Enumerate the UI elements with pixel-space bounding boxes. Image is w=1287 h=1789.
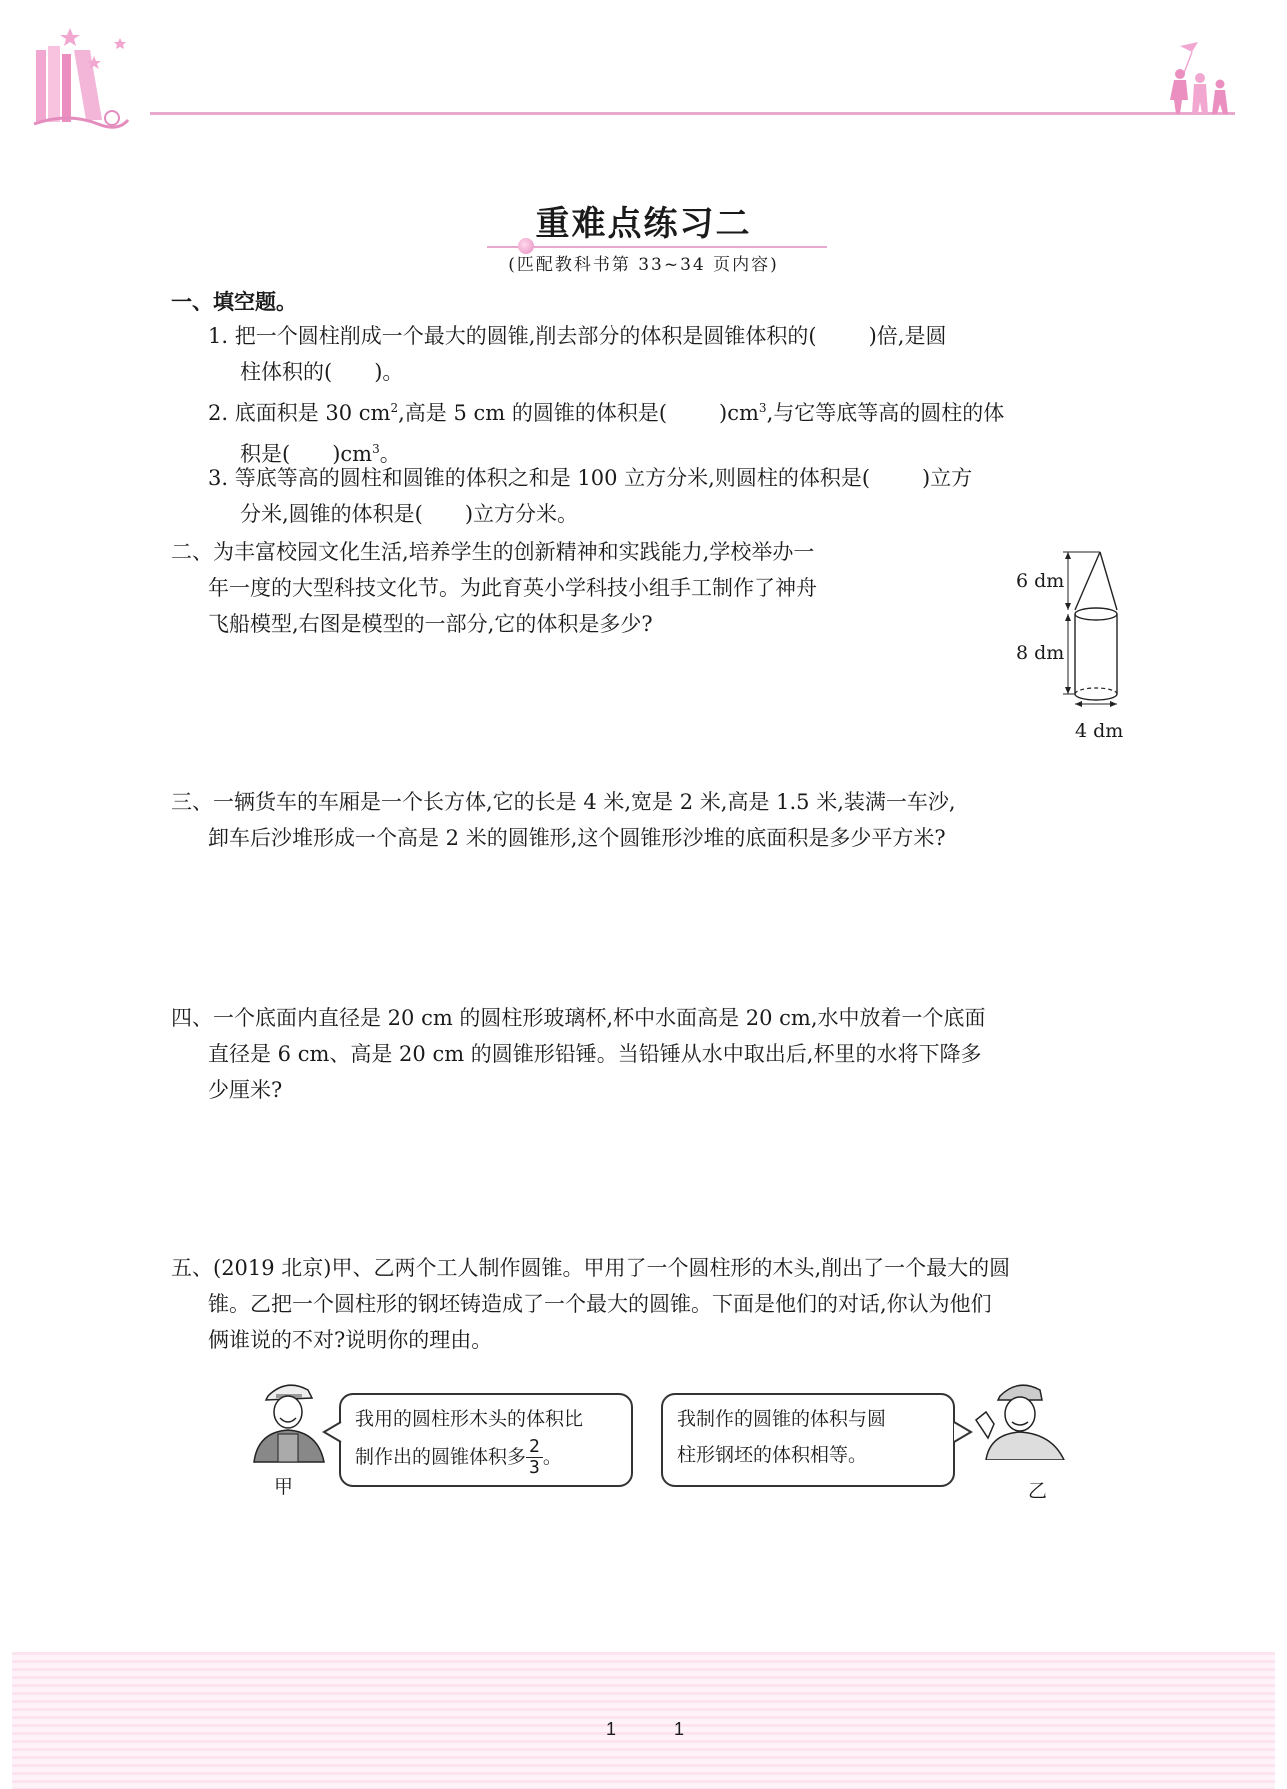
section3-line-2: 卸车后沙堆形成一个高是 2 米的圆锥形,这个圆锥形沙堆的底面积是多少平方米? [208,826,946,850]
q1-2-text-line2: 积是( )cm [240,442,373,466]
fraction-denominator: 3 [529,1457,540,1478]
cylinder-height-label: 8 dm [1016,642,1065,664]
header-kids-kite-logo [1160,38,1240,118]
section5-line-2: 锥。乙把一个圆柱形的钢坯铸造成了一个最大的圆锥。下面是他们的对话,你认为他们 [208,1292,992,1316]
q1-3-text-b: )立方 [922,466,973,490]
page-title: 重难点练习二 [535,204,752,244]
speech-bubble-yi [661,1393,955,1487]
section5-question [171,1250,1151,1358]
q1-2-sup-3b: 3 [372,442,380,456]
page-subtitle: (匹配教科书第 33~34 页内容) [508,255,779,275]
section2-question [171,534,991,642]
section4-line-3: 少厘米? [208,1078,283,1102]
q1-1-text-a: 1. 把一个圆柱削成一个最大的圆锥,削去部分的体积是圆锥体积的( [208,324,817,348]
q1-2-text-d: ,与它等底等高的圆柱的体 [766,401,1005,425]
bubble-yi-line2: 柱形钢坯的体积相等。 [677,1444,868,1466]
title-underline [487,246,827,248]
q1-1-text-b: )倍,是圆 [868,324,947,348]
diameter-label: 4 dm [1075,720,1124,742]
bubble-jia-tail [322,1420,342,1444]
cone-height-label: 6 dm [1016,570,1065,592]
fraction-two-thirds [526,1437,543,1478]
section4-question [171,1000,1151,1108]
q1-3-text-line2: 分米,圆锥的体积是( )立方分米。 [240,502,579,526]
section2-line-1: 二、为丰富校园文化生活,培养学生的创新精神和实践能力,学校举办一 [171,540,815,564]
section4-line-2: 直径是 6 cm、高是 20 cm 的圆锥形铅锤。当铅锤从水中取出后,杯里的水将下降多 [208,1042,982,1066]
q1-2-text-line2-end: 。 [379,442,401,466]
bubble-yi-line1: 我制作的圆锥的体积与圆 [677,1408,887,1430]
question-1-1 [208,318,1148,390]
worker-jia-label: 甲 [274,1476,294,1498]
section2-line-3: 飞船模型,右图是模型的一部分,它的体积是多少? [208,612,653,636]
speech-bubble-jia [339,1393,633,1487]
section5-line-3: 俩谁说的不对?说明你的理由。 [208,1328,493,1352]
question-1-3 [208,460,1148,532]
bubble-jia-line1: 我用的圆柱形木头的体积比 [355,1408,584,1430]
footer-band [12,1652,1275,1789]
worker-jia-illustration [246,1374,336,1464]
q1-2-sup-3: 3 [758,401,767,415]
q1-2-text-c: )cm [719,401,759,425]
worker-yi-label: 乙 [1028,1480,1048,1502]
bubble-jia-line2: 制作出的圆锥体积多 [355,1446,527,1468]
bubble-yi-tail [953,1420,973,1444]
q1-1-text-line2: 柱体积的( )。 [240,360,404,384]
q1-2-text-b: ,高是 5 cm 的圆锥的体积是( [398,401,668,425]
header-book-logo [28,20,158,130]
header-rule [150,112,1235,115]
page-number-right: 1 [674,1719,685,1739]
section2-line-2: 年一度的大型科技文化节。为此育英小学科技小组手工制作了神舟 [208,576,817,600]
worker-yi-illustration [972,1376,1072,1460]
q1-3-text-a: 3. 等底等高的圆柱和圆锥的体积之和是 100 立方分米,则圆柱的体积是( [208,466,871,490]
q1-2-text-a: 2. 底面积是 30 cm [208,401,391,425]
section3-line-1: 三、一辆货车的车厢是一个长方体,它的长是 4 米,宽是 2 米,高是 1.5 米,装满一车沙, [171,790,956,814]
section5-line-1: 五、(2019 北京)甲、乙两个工人制作圆锥。甲用了一个圆柱形的木头,削出了一个最大的圆 [171,1256,1011,1280]
section1-heading: 一、填空题。 [171,289,297,314]
q1-2-sup-2: 2 [390,401,399,415]
page-number-left: 1 [606,1719,617,1739]
section4-line-1: 四、一个底面内直径是 20 cm 的圆柱形玻璃杯,杯中水面高是 20 cm,水中放着一个底面 [171,1006,986,1030]
bubble-jia-end: 。 [542,1446,562,1468]
section3-question [171,784,1151,856]
fraction-numerator: 2 [526,1437,543,1458]
